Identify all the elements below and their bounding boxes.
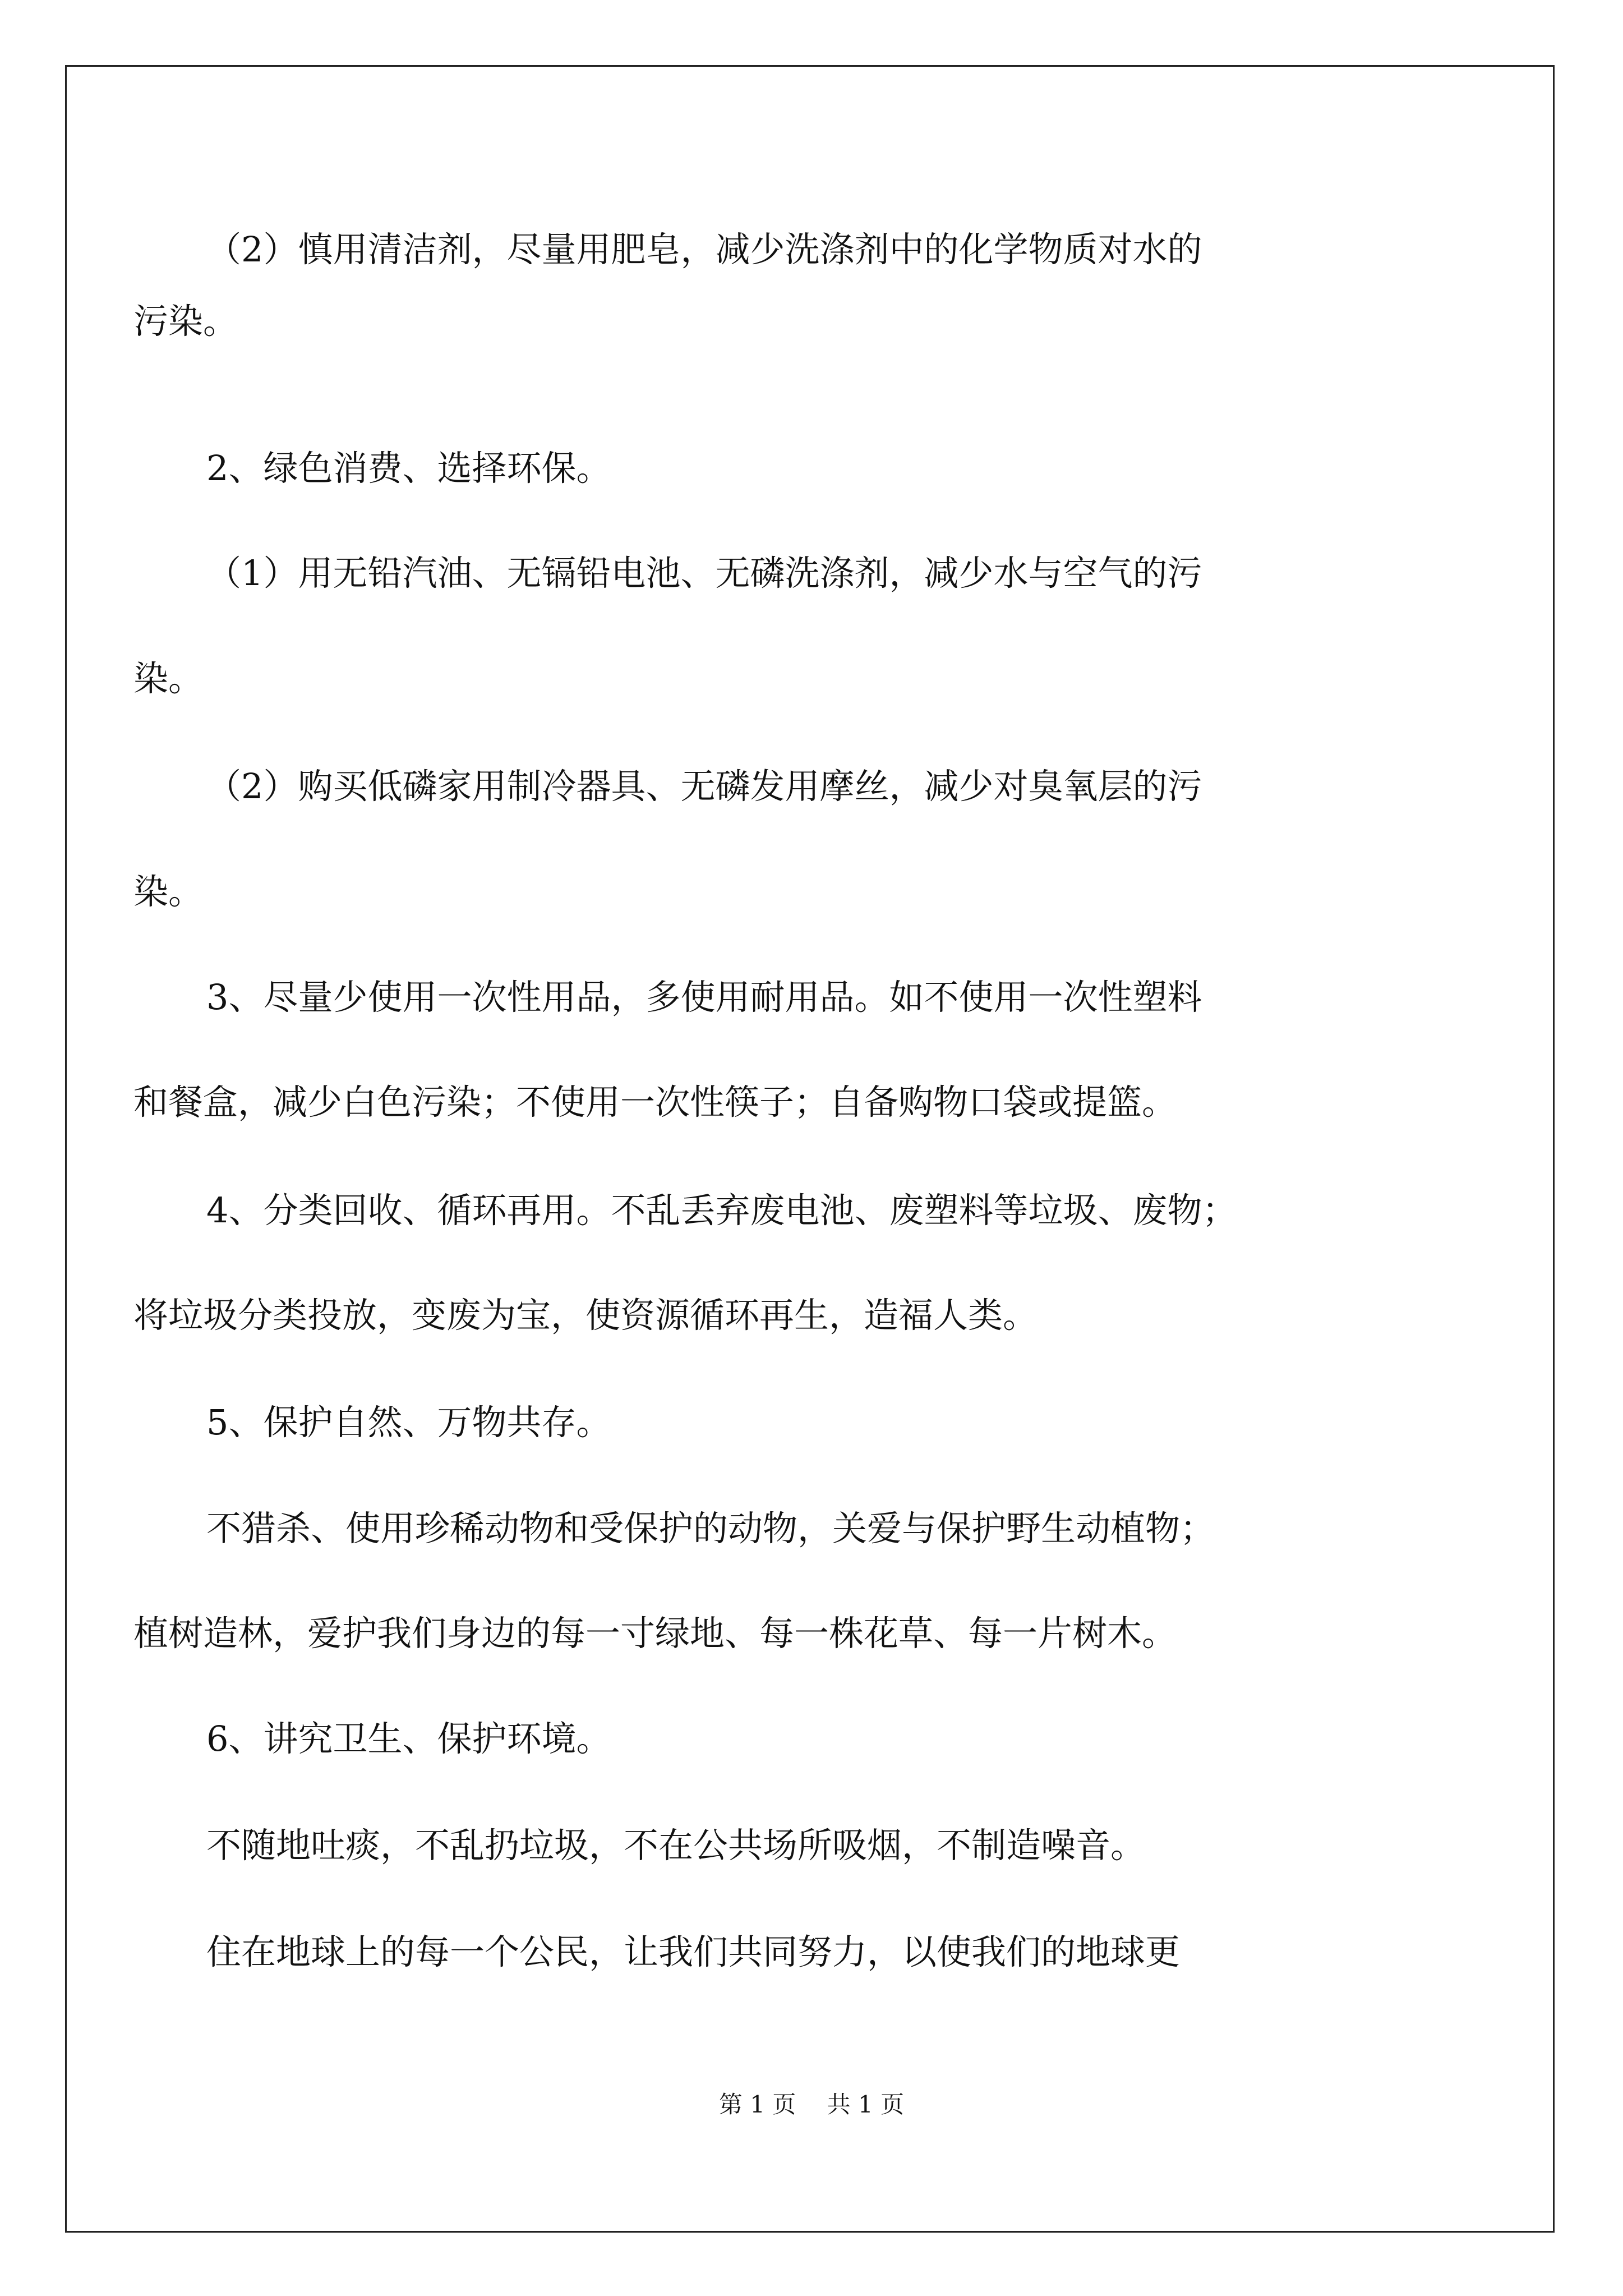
paragraph-line: 污染。: [133, 301, 238, 342]
paragraph-line: 4、分类回收、循环再用。不乱丢弃废电池、废塑料等垃圾、废物；: [206, 1190, 1237, 1231]
paragraph-line: 染。: [133, 871, 204, 912]
paragraph-line: 植树造林，爱护我们身边的每一寸绿地、每一株花草、每一片树木。: [133, 1613, 1177, 1654]
paragraph-line: 不随地吐痰，不乱扔垃圾，不在公共场所吸烟，不制造噪音。: [206, 1825, 1146, 1866]
paragraph-line: 3、尽量少使用一次性用品，多使用耐用品。如不使用一次性塑料: [206, 977, 1202, 1018]
paragraph-line: （2）慎用清洁剂，尽量用肥皂，减少洗涤剂中的化学物质对水的: [206, 229, 1202, 270]
paragraph-line: 6、讲究卫生、保护环境。: [206, 1718, 611, 1759]
paragraph-line: 5、保护自然、万物共存。: [206, 1402, 611, 1443]
paragraph-line: 和餐盒，减少白色污染；不使用一次性筷子；自备购物口袋或提篮。: [133, 1082, 1177, 1122]
paragraph-line: 不猎杀、使用珍稀动物和受保护的动物，关爱与保护野生动植物；: [206, 1508, 1215, 1549]
paragraph-line: 2、绿色消费、选择环保。: [206, 448, 611, 489]
paragraph-line: （2）购买低磷家用制冷器具、无磷发用摩丝，减少对臭氧层的污: [206, 766, 1202, 807]
page-footer: 第 1 页 共 1 页: [718, 2091, 905, 2118]
paragraph-line: （1）用无铅汽油、无镉铅电池、无磷洗涤剂，减少水与空气的污: [206, 553, 1202, 593]
paragraph-line: 将垃圾分类投放，变废为宝，使资源循环再生，造福人类。: [133, 1295, 1038, 1336]
paragraph-line: 住在地球上的每一个公民，让我们共同努力，以使我们的地球更: [206, 1931, 1181, 1972]
page-border: [65, 65, 1555, 2233]
paragraph-line: 染。: [133, 658, 204, 699]
